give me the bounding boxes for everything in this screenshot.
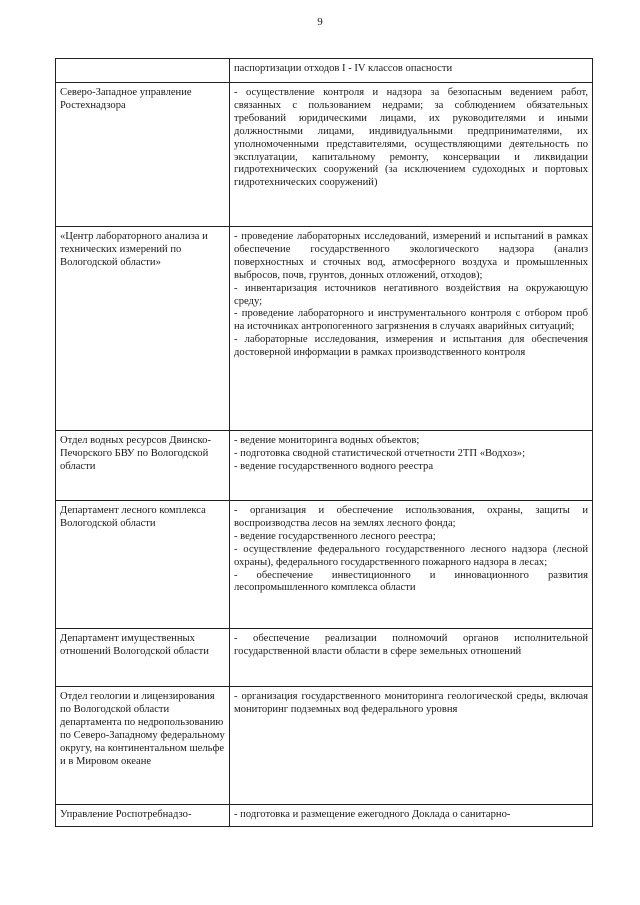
duty-item: - организация государственного мониторинга геологической среды, включая мониторинг подземных вод федерального уровня — [234, 691, 588, 715]
table-row — [56, 227, 593, 431]
duty-item: - обеспечение реализации полномочий органов исполнительной государственной власти области в сфере земельных отношений — [234, 633, 588, 657]
org-cell: «Центр лабораторного анализа и технических измерений по Вологодской области» — [56, 227, 230, 431]
page-number: 9 — [317, 16, 323, 28]
org-cell: Отдел водных ресурсов Двинско-Печорского БВУ по Вологодской области — [56, 431, 230, 501]
table-row — [56, 83, 593, 227]
org-cell — [56, 59, 230, 83]
duty-item: - подготовка сводной статистической отчетности 2ТП «Водхоз»; — [234, 447, 526, 459]
org-cell: Управление Роспотребнадзо- — [56, 805, 230, 827]
duty-item: - организация и обеспечение использования, охраны, защиты и воспроизводства лесов на землях лесного фонда; — [234, 505, 588, 529]
table-row — [56, 687, 593, 805]
org-cell: Отдел геологии и лицензирования по Вологодской области департамента по недропользованию по Северо-Западному федеральному округу, на континентальном шельфе и в Мировом океане — [56, 687, 230, 805]
duty-item: - ведение мониторинга водных объектов; — [234, 435, 420, 446]
duties-cell — [230, 687, 593, 805]
org-cell: Северо-Западное управление Ростехнадзора — [56, 83, 230, 227]
duty-item: - ведение государственного лесного реестра; — [234, 530, 436, 542]
duty-item: - подготовка и размещение ежегодного Доклада о санитарно- — [234, 809, 511, 820]
table-row — [56, 431, 593, 501]
duty-item: - ведение государственного водного реестра — [234, 460, 434, 472]
duty-item: - осуществление федерального государственного лесного надзора (лесной охраны), федерального государственного пожарного надзора в лесах; — [234, 543, 588, 568]
duties-cell — [230, 227, 593, 431]
duties-cell — [230, 59, 593, 83]
responsibility-table — [55, 58, 593, 827]
duty-item: паспортизации отходов I - IV классов опасности — [234, 63, 453, 74]
table-row — [56, 59, 593, 83]
org-cell: Департамент имущественных отношений Вологодской области — [56, 629, 230, 687]
table-row — [56, 805, 593, 827]
org-cell: Департамент лесного комплекса Вологодской области — [56, 501, 230, 629]
duty-item: - осуществление контроля и надзора за безопасным ведением работ, связанных с пользованием недрами; за соблюдением обязательных требований юридическими лицами, их руководителями и иными должностными лицами, индивидуальными предпринимателями, их уполномоченными представителями, осуществляющими деятельность по эксплуатации, капитальному ремонту, консервации и ликвидации гидротехнических сооружений (за исключением судоходных и портовых гидротехнических сооружений) — [234, 87, 588, 189]
table-row — [56, 501, 593, 629]
duties-cell — [230, 431, 593, 501]
duty-item: - лабораторные исследования, измерения и испытания для обеспечения достоверной информации в рамках производственного контроля — [234, 334, 588, 359]
duties-cell — [230, 629, 593, 687]
duty-item: - обеспечение инвестиционного и инновационного развития лесопромышленного комплекса области — [234, 569, 588, 594]
duties-cell — [230, 805, 593, 827]
duties-cell — [230, 501, 593, 629]
table-row — [56, 629, 593, 687]
duty-item: - инвентаризация источников негативного воздействия на окружающую среду; — [234, 282, 588, 307]
duty-item: - проведение лабораторного и инструментального контроля с отбором проб на источниках антропогенного загрязнения в случаях аварийных ситуаций; — [234, 308, 588, 333]
duty-item: - проведение лабораторных исследований, измерений и испытаний в рамках обеспечение государственного экологического надзора (анализ поверхностных и сточных вод, атмосферного воздуха и промышленных выбросов, почв, грунтов, донных отложений, отходов); — [234, 231, 588, 281]
duties-cell — [230, 83, 593, 227]
